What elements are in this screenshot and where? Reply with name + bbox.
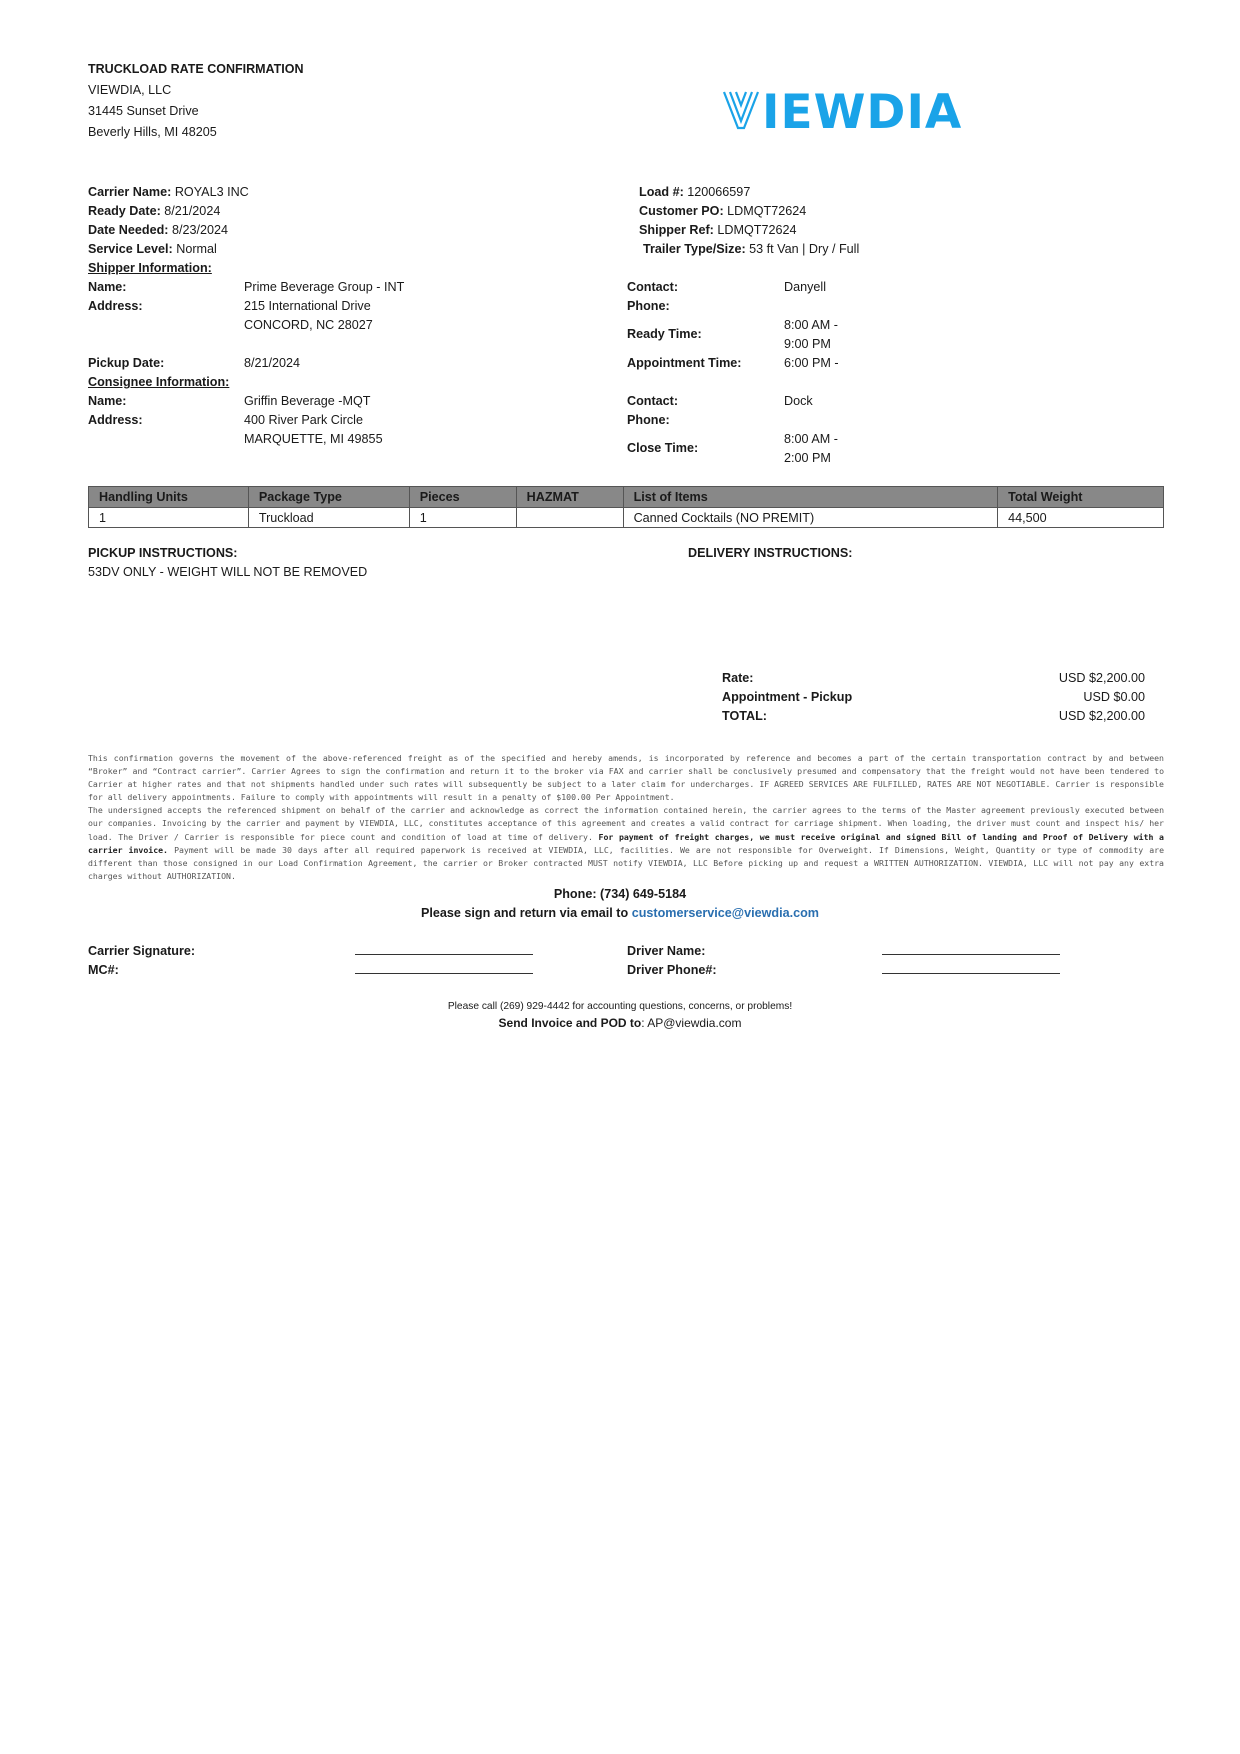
delivery-instructions-label: DELIVERY INSTRUCTIONS: <box>688 546 853 560</box>
load-number-row: Load #: 120066597 <box>639 185 751 199</box>
pickup-date-label: Pickup Date: <box>88 356 165 370</box>
contact-phone: Phone: (734) 649-5184 <box>553 887 687 901</box>
cell-package-type: Truckload <box>248 508 409 528</box>
accounting-call-line: Please call (269) 929-4442 for accounting questions, concerns, or problems! <box>447 1001 793 1012</box>
company-name: VIEWDIA, LLC <box>88 83 172 97</box>
consignee-address-label: Address: <box>88 413 143 427</box>
consignee-name: Griffin Beverage -MQT <box>244 394 371 408</box>
trailer-row: Trailer Type/Size: 53 ft Van | Dry / Full <box>643 242 860 256</box>
col-total-weight: Total Weight <box>998 487 1164 508</box>
consignee-heading: Consignee Information: <box>88 375 230 389</box>
shipper-ref-row: Shipper Ref: LDMQT72624 <box>639 223 797 237</box>
pickup-date: 8/21/2024 <box>244 356 301 370</box>
shipper-name: Prime Beverage Group - INT <box>244 280 405 294</box>
sign-return-line: Please sign and return via email to customerservice@viewdia.com <box>421 906 819 920</box>
terms-paragraph-2: The undersigned accepts the referenced shipment on behalf of the carrier and acknowledge as correct the information contained herein, the carrier agrees to the terms of the Master agreement previously executed between our companies. Invoicing by the carrier and payment by VIEWDIA, LLC, constitutes acceptance of this agreement and creates a valid contract for carriage shipment. When loading, the driver must count and inspect his/ her load. The Driver / Carrier is responsible for piece count and condition of load at time of delivery. For payment of freight charges, we must receive original and signed Bill of landing and Proof of Delivery with a carrier invoice. Payment will be made 30 days after all required paperwork is received at VIEWDIA, LLC, facilities. We are not responsible for Overweight. If Dimensions, Weight, Quantity or type of commodity are different than those consigned in our Load Confirmation Agreement, the carrier or Broker contracted MUST notify VIEWDIA, LLC Before picking up and request a WRITTEN AUTHORIZATION. VIEWDIA, LLC will not pay any extra charges without AUTHORIZATION. <box>88 805 1164 881</box>
cell-total-weight: 44,500 <box>998 508 1164 528</box>
driver-name-label: Driver Name: <box>627 944 706 958</box>
items-table-header <box>89 487 1164 508</box>
driver-phone-line <box>882 973 1060 974</box>
terms-text <box>88 752 1164 883</box>
close-time-label: Close Time: <box>627 441 699 455</box>
send-invoice-line: Send Invoice and POD to: AP@viewdia.com <box>498 1016 742 1030</box>
pickup-instructions-label: PICKUP INSTRUCTIONS: <box>88 546 238 560</box>
ready-time-end: 9:00 PM <box>784 337 831 351</box>
close-time-end: 2:00 PM <box>784 451 831 465</box>
col-pieces: Pieces <box>409 487 516 508</box>
customer-service-email-link[interactable]: customerservice@viewdia.com <box>631 906 819 920</box>
terms-paragraph-1: This confirmation governs the movement of the above-referenced freight as of the specified and hereby amends, is incorporated by reference and becomes a part of the certain transportation contract by and between “Broker” and “Contract carrier”. Carrier Agrees to sign the confirmation and return it to the broker via FAX and carrier shall be conclusively presumed and compensatory that the freight would not have been tendered to Carrier at higher rates and that not shipments handled under such rates will subsequently be subject to a later claim for undercharges. IF AGREED SERVICES ARE FULFILLED, RATES ARE NOT NEGOTIABLE. Carrier is responsible for all delivery appointments. Failure to comply with appointments will result in a penalty of $100.00 Per Appointment. <box>88 753 1164 803</box>
table-row <box>89 508 1164 528</box>
col-package-type: Package Type <box>248 487 409 508</box>
cell-handling-units: 1 <box>89 508 249 528</box>
items-table <box>88 486 1164 528</box>
col-hazmat: HAZMAT <box>516 487 623 508</box>
col-handling-units: Handling Units <box>89 487 249 508</box>
close-time-start: 8:00 AM - <box>784 432 838 446</box>
ready-date-row: Ready Date: 8/21/2024 <box>88 204 221 218</box>
total-value: USD $2,200.00 <box>1058 709 1145 723</box>
mc-number-label: MC#: <box>88 963 119 977</box>
shipper-heading: Shipper Information: <box>88 261 212 275</box>
shipper-address-1: 215 International Drive <box>244 299 371 313</box>
consignee-name-label: Name: <box>88 394 127 408</box>
shipper-address-2: CONCORD, NC 28027 <box>244 318 373 332</box>
carrier-signature-line <box>355 954 533 955</box>
appointment-charge-value: USD $0.00 <box>1083 690 1145 704</box>
shipper-name-label: Name: <box>88 280 127 294</box>
shipper-contact: Danyell <box>784 280 826 294</box>
shipper-address-label: Address: <box>88 299 143 313</box>
mc-number-line <box>355 973 533 974</box>
company-street: 31445 Sunset Drive <box>88 104 199 118</box>
cell-pieces: 1 <box>409 508 516 528</box>
viewdia-logo <box>722 88 990 132</box>
appointment-time: 6:00 PM - <box>784 356 839 370</box>
consignee-contact-label: Contact: <box>627 394 679 408</box>
date-needed-row: Date Needed: 8/23/2024 <box>88 223 229 237</box>
consignee-address-2: MARQUETTE, MI 49855 <box>244 432 383 446</box>
col-list-of-items: List of Items <box>623 487 998 508</box>
consignee-address-1: 400 River Park Circle <box>244 413 363 427</box>
consignee-phone-label: Phone: <box>627 413 670 427</box>
cell-hazmat <box>516 508 623 528</box>
appointment-charge-label: Appointment - Pickup <box>722 690 853 704</box>
shipper-phone-label: Phone: <box>627 299 670 313</box>
consignee-contact: Dock <box>784 394 813 408</box>
service-level-row: Service Level: Normal <box>88 242 217 256</box>
ready-time-label: Ready Time: <box>627 327 702 341</box>
driver-name-line <box>882 954 1060 955</box>
cell-list-of-items: Canned Cocktails (NO PREMIT) <box>623 508 998 528</box>
company-city: Beverly Hills, MI 48205 <box>88 125 217 139</box>
carrier-name-row: Carrier Name: ROYAL3 INC <box>88 185 249 199</box>
total-label: TOTAL: <box>722 709 767 723</box>
document-title: TRUCKLOAD RATE CONFIRMATION <box>88 62 304 76</box>
customer-po-row: Customer PO: LDMQT72624 <box>639 204 807 218</box>
ready-time-start: 8:00 AM - <box>784 318 838 332</box>
shipper-contact-label: Contact: <box>627 280 679 294</box>
svg-text:IEWDIA: IEWDIA <box>762 88 963 132</box>
pickup-instructions-text: 53DV ONLY - WEIGHT WILL NOT BE REMOVED <box>88 565 368 579</box>
rate-value: USD $2,200.00 <box>1058 671 1145 685</box>
appointment-time-label: Appointment Time: <box>627 356 742 370</box>
carrier-signature-label: Carrier Signature: <box>88 944 196 958</box>
rate-label: Rate: <box>722 671 754 685</box>
driver-phone-label: Driver Phone#: <box>627 963 717 977</box>
